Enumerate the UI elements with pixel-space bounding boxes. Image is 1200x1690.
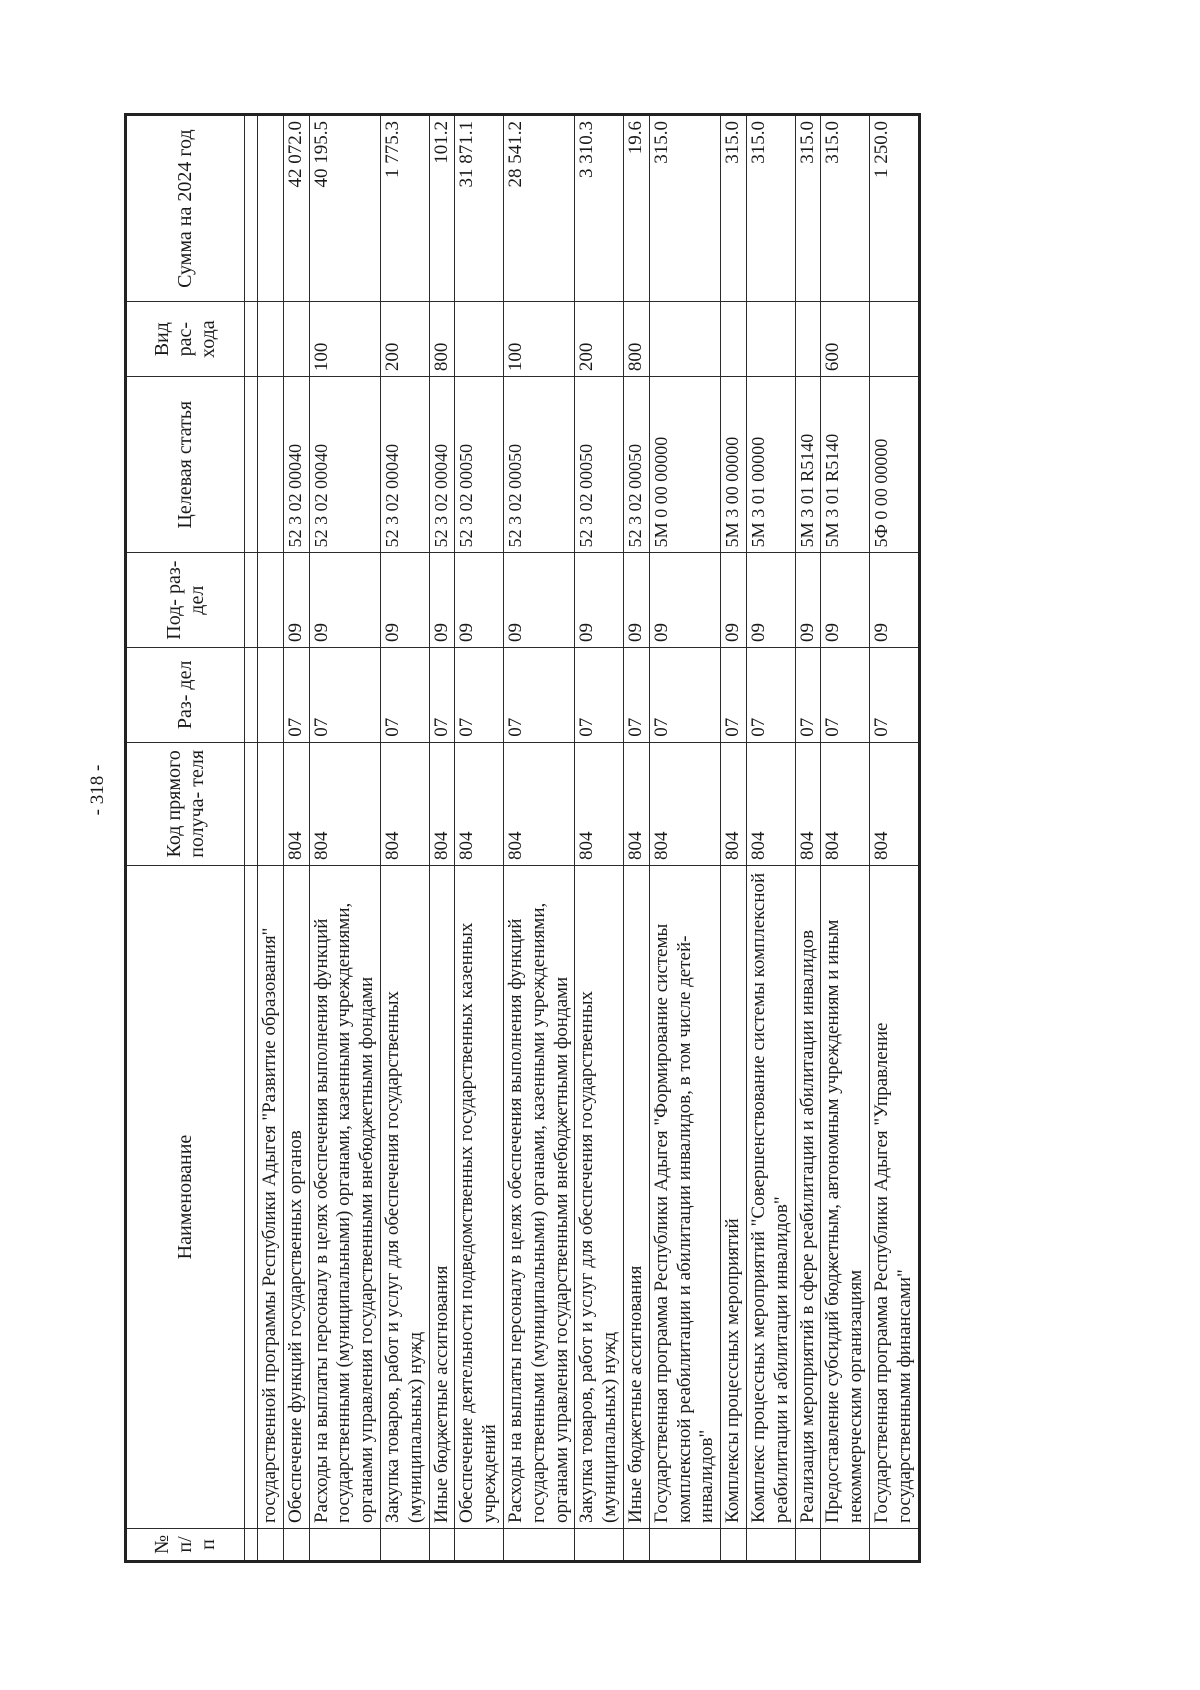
cell-name: Комплексы процессных мероприятий [721,866,747,1529]
cell-target [258,377,284,553]
cell-name [245,866,258,1529]
cell-code: 804 [721,742,747,865]
cell-name: Расходы на выплаты персоналу в целях обеспечения выполнения функций государственными (муниципальными) органами, казенными учреждениями, органами управления государственными внебюджетными фондами [503,866,574,1529]
cell-type: 200 [380,302,429,377]
cell-target: 52 3 02 00040 [429,377,455,553]
cell-sum: 315.0 [821,115,870,302]
rotated-table-stage [124,113,1079,1563]
cell-type [746,302,795,377]
cell-target: 5М 3 01 R5140 [821,377,870,553]
cell-type [283,302,309,377]
cell-type: 600 [821,302,870,377]
page-number-text: - 318 - [87,764,108,816]
cell-type: 800 [429,302,455,377]
cell-sum: 315.0 [649,115,720,302]
cell-type [455,302,504,377]
cell-subsection: 09 [721,553,747,648]
cell-target: 5М 3 00 00000 [721,377,747,553]
table-row [821,115,870,1562]
header-name: Наименование [126,866,245,1529]
cell-subsection: 09 [575,553,624,648]
cell-code: 804 [623,742,649,865]
cell-subsection: 09 [380,553,429,648]
cell-code: 804 [821,742,870,865]
cell-sum: 19.6 [623,115,649,302]
cell-num [746,1528,795,1561]
cell-code: 804 [429,742,455,865]
cell-section: 07 [623,648,649,743]
table-row [746,115,795,1562]
cell-target: 5М 0 00 00000 [649,377,720,553]
cell-section: 07 [283,648,309,743]
cell-type: 800 [623,302,649,377]
cell-sum: 101.2 [429,115,455,302]
cell-subsection: 09 [283,553,309,648]
header-section: Раз- дел [126,648,245,743]
cell-type [245,302,258,377]
page-number [68,760,128,820]
cell-type [721,302,747,377]
cell-target: 5М 3 01 00000 [746,377,795,553]
cell-sum [258,115,284,302]
cell-name: Расходы на выплаты персоналу в целях обеспечения выполнения функций государственными (муниципальными) органами, казенными учреждениями, органами управления государственными внебюджетными фондами [309,866,380,1529]
cell-code: 804 [309,742,380,865]
cell-code: 804 [746,742,795,865]
cell-subsection: 09 [429,553,455,648]
table-row [869,115,919,1562]
cell-type [795,302,821,377]
cell-code: 804 [503,742,574,865]
cell-num [869,1528,919,1561]
cell-type: 200 [575,302,624,377]
cell-subsection: 09 [309,553,380,648]
cell-sum [245,115,258,302]
cell-section: 07 [575,648,624,743]
cell-num [795,1528,821,1561]
cell-num [623,1528,649,1561]
cell-sum: 315.0 [795,115,821,302]
header-sum: Сумма на 2024 год [126,115,245,302]
cell-type [869,302,919,377]
cell-target: 52 3 02 00050 [575,377,624,553]
cell-sum: 31 871.1 [455,115,504,302]
cell-name: Иные бюджетные ассигнования [623,866,649,1529]
cell-section: 07 [795,648,821,743]
cell-num [258,1528,284,1561]
table-row [309,115,380,1562]
cell-section [245,648,258,743]
cell-num [380,1528,429,1561]
cell-code [258,742,284,865]
cell-target: 52 3 02 00050 [503,377,574,553]
table-row [429,115,455,1562]
table-row [575,115,624,1562]
cell-num [309,1528,380,1561]
cell-name: государственной программы Республики Адыгея "Развитие образования" [258,866,284,1529]
cell-name: Государственная программа Республики Адыгея "Формирование системы комплексной реабилитации и абилитации инвалидов, в том числе детей-инвалидов" [649,866,720,1529]
cell-name: Обеспечение функций государственных органов [283,866,309,1529]
table-row [721,115,747,1562]
cell-code: 804 [869,742,919,865]
cell-num [455,1528,504,1561]
cell-sum: 42 072.0 [283,115,309,302]
table-row [455,115,504,1562]
table-row [503,115,574,1562]
cell-num [575,1528,624,1561]
cell-subsection: 09 [795,553,821,648]
header-code: Код прямого получа- теля [126,742,245,865]
cell-sum: 28 541.2 [503,115,574,302]
cell-subsection: 09 [649,553,720,648]
cell-num [429,1528,455,1561]
cell-sum: 315.0 [721,115,747,302]
cell-subsection: 09 [869,553,919,648]
cell-target: 52 3 02 00050 [455,377,504,553]
cell-subsection: 09 [623,553,649,648]
cell-section [258,648,284,743]
cell-sum: 1 250.0 [869,115,919,302]
cell-name: Иные бюджетные ассигнования [429,866,455,1529]
table-header [126,115,245,1562]
cell-section: 07 [649,648,720,743]
cell-sum: 3 310.3 [575,115,624,302]
cell-type: 100 [309,302,380,377]
cell-target: 52 3 02 00040 [309,377,380,553]
table-row [380,115,429,1562]
table-row [258,115,284,1562]
header-subsection: Под- раз- дел [126,553,245,648]
cell-section: 07 [746,648,795,743]
budget-table [124,113,921,1563]
cell-code [245,742,258,865]
header-num: № п/п [126,1528,245,1561]
cell-section: 07 [309,648,380,743]
cell-name: Комплекс процессных мероприятий "Совершенствование системы комплексной реабилитации и абилитации инвалидов" [746,866,795,1529]
cell-subsection: 09 [821,553,870,648]
cell-code: 804 [575,742,624,865]
cell-section: 07 [380,648,429,743]
cell-target: 52 3 02 00040 [283,377,309,553]
cell-sum: 40 195.5 [309,115,380,302]
table-row [283,115,309,1562]
cell-num [245,1528,258,1561]
cell-num [503,1528,574,1561]
table-row [245,115,258,1562]
cell-sum: 1 775.3 [380,115,429,302]
cell-target [245,377,258,553]
cell-subsection [258,553,284,648]
cell-code: 804 [649,742,720,865]
cell-num [821,1528,870,1561]
table-row [623,115,649,1562]
cell-sum: 315.0 [746,115,795,302]
cell-section: 07 [721,648,747,743]
cell-subsection [245,553,258,648]
cell-code: 804 [795,742,821,865]
cell-num [721,1528,747,1561]
cell-subsection: 09 [503,553,574,648]
cell-type [258,302,284,377]
cell-target: 5М 3 01 R5140 [795,377,821,553]
cell-subsection: 09 [746,553,795,648]
table-row [795,115,821,1562]
cell-section: 07 [429,648,455,743]
cell-num [283,1528,309,1561]
header-type: Вид рас- хода [126,302,245,377]
cell-name: Закупка товаров, работ и услуг для обеспечения государственных (муниципальных) нужд [575,866,624,1529]
cell-code: 804 [455,742,504,865]
cell-section: 07 [821,648,870,743]
cell-target: 52 3 02 00040 [380,377,429,553]
table-body [245,115,920,1562]
header-target: Целевая статья [126,377,245,553]
cell-type [649,302,720,377]
cell-section: 07 [455,648,504,743]
cell-name: Реализация мероприятий в сфере реабилитации и абилитации инвалидов [795,866,821,1529]
cell-subsection: 09 [455,553,504,648]
table-row [649,115,720,1562]
cell-target: 52 3 02 00050 [623,377,649,553]
cell-name: Закупка товаров, работ и услуг для обеспечения государственных (муниципальных) нужд [380,866,429,1529]
cell-name: Предоставление субсидий бюджетным, автономным учреждениям и иным некоммерческим организациям [821,866,870,1529]
cell-type: 100 [503,302,574,377]
cell-num [649,1528,720,1561]
cell-code: 804 [380,742,429,865]
cell-section: 07 [503,648,574,743]
cell-name: Обеспечение деятельности подведомственных государственных казенных учреждений [455,866,504,1529]
cell-section: 07 [869,648,919,743]
cell-name: Государственная программа Республики Адыгея "Управление государственными финансами" [869,866,919,1529]
cell-target: 5Ф 0 00 00000 [869,377,919,553]
cell-code: 804 [283,742,309,865]
